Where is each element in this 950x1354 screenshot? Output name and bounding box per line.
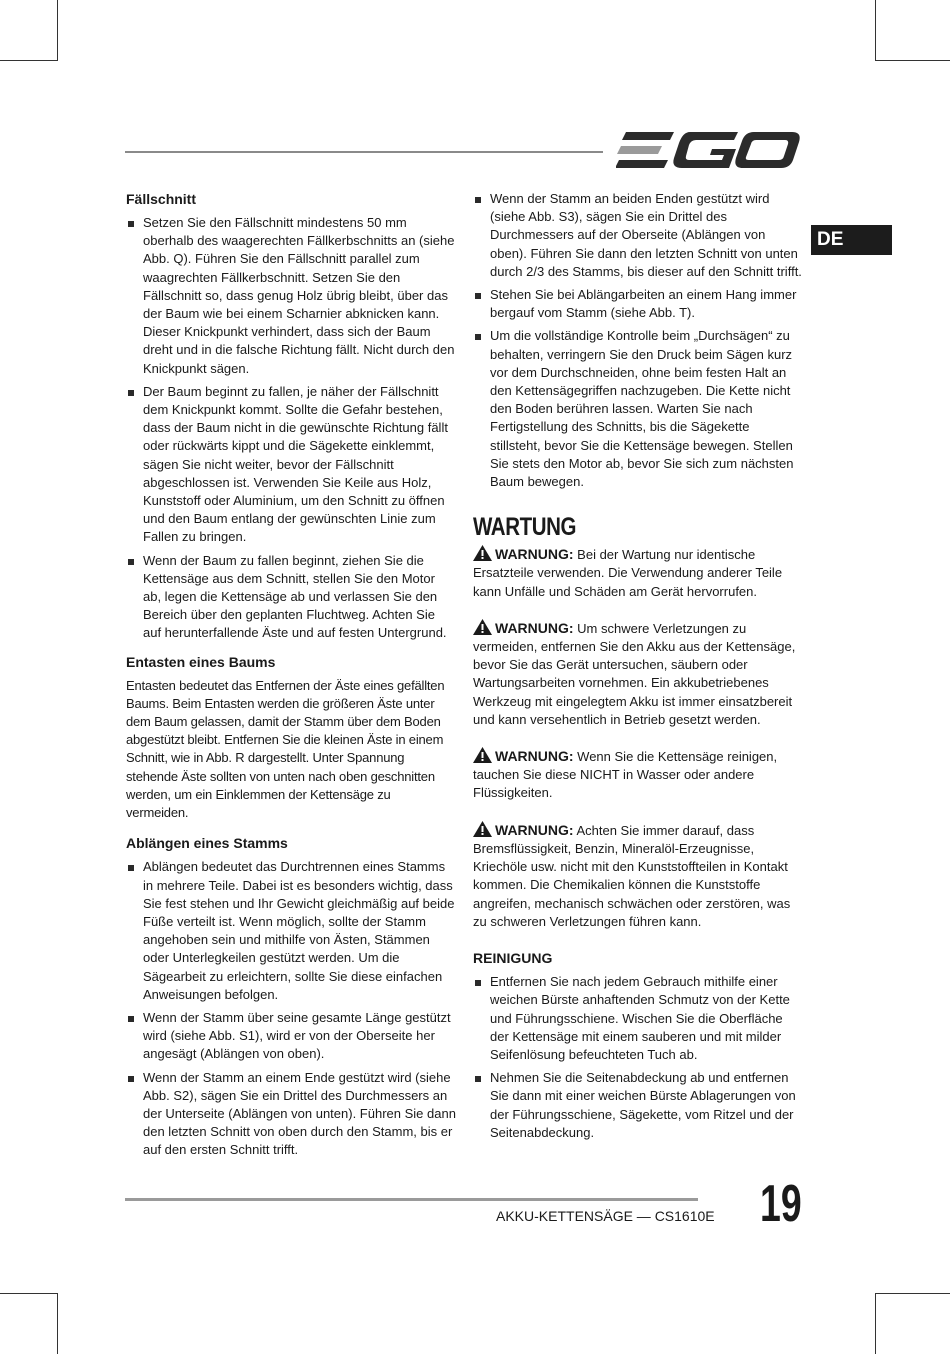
bucking-list-continued [473,190,803,491]
ego-logo [616,128,800,172]
crop-mark [57,0,58,61]
maintenance-heading: WARTUNG [473,513,577,542]
list-item: Wenn der Baum zu fallen beginnt, ziehen Sie die Kettensäge aus dem Schnitt, stellen Sie den Motor ab, legen die Kettensäge ab und verlassen Sie den Bereich über den geplanten Fluchtweg. Achten Sie auf herunterfallende Äste und auf festen Untergrund. [126,552,456,643]
warning-triangle-icon [473,821,492,837]
warning-block [473,747,803,803]
list-item: Wenn der Stamm über seine gesamte Länge gestützt wird (siehe Abb. S1), wird er von der Oberseite her angesägt (Ablängen von oben). [126,1009,456,1064]
bucking-list [126,858,456,1159]
warning-triangle-icon [473,619,492,635]
crop-mark [875,1293,950,1294]
list-item: Ablängen bedeutet das Durchtrennen eines Stamms in mehrere Teile. Dabei ist es besonders wichtig, dass Sie fest stehen und Ihr Gewicht gleichmäßig auf beide Füße verteilt ist. Wenn möglich, sollte der Stamm angehoben sein und mithilfe von Ästen, Stämmen oder Unterlegkeilen gestützt werden. Um die Sägearbeit zu erleichtern, sollte Sie diese einfachen Anweisungen befolgen. [126,858,456,1004]
left-column [126,190,456,1165]
cleaning-heading: REINIGUNG [473,949,553,966]
warning-label: WARNUNG: [495,821,574,838]
warning-block [473,545,803,601]
footer-product: AKKU-KETTENSÄGE — CS1610E [496,1208,715,1224]
crop-mark [57,1293,58,1354]
crop-mark [0,1293,58,1294]
right-column [473,190,803,1147]
warning-label: WARNUNG: [495,748,574,765]
warning-label: WARNUNG: [495,619,574,636]
page-number: 19 [760,1175,802,1233]
warning-block [473,619,803,729]
warning-block [473,821,803,931]
header-rule [125,151,603,153]
warning-text: Um schwere Verletzungen zu vermeiden, entfernen Sie den Akku aus der Kettensäge, bevor Sie das Gerät untersuchen, säubern oder Wartungsarbeiten vornehmen. Ein akkubetriebenes Werkzeug mit eingelegtem Akku ist immer einsatzbereit und kann versehentlich in Betrieb gesetzt werden. [473,620,796,727]
limbing-text: Entasten bedeutet das Entfernen der Äste eines gefällten Baums. Beim Entasten werden die größeren Äste unter dem Baum gelassen, damit der Stamm über dem Boden abgestützt bleibt. Entfernen Sie die kleinen Äste in einem Schnitt, wie in Abb. R dargestellt. Unter Spannung stehende Äste sollten von unten nach oben geschnitten werden, um ein Einklemmen der Kettensäge zu vermeiden. [126,677,445,821]
list-item: Wenn der Stamm an beiden Enden gestützt wird (siehe Abb. S3), sägen Sie ein Drittel des Durchmessers auf der Oberseite (Ablängen von oben). Führen Sie dann den letzten Schnitt von unten durch 2/3 des Stamms, bis dieser auf den Schnitt trifft. [473,190,803,281]
warning-text: Wenn Sie die Kettensäge reinigen, tauchen Sie diese NICHT in Wasser oder andere Flüssigkeiten. [473,749,778,801]
warning-text: Achten Sie immer darauf, dass Bremsflüssigkeit, Benzin, Mineralöl-Erzeugnisse, Kriechöle usw. nicht mit den Kunststoffteilen in Kontakt kommen. Die Chemikalien können die Kunststoffe angreifen, mechanisch schwächen oder zerstören, was zu schweren Verletzungen führen kann. [473,822,791,929]
crop-mark [875,0,876,61]
felling-cut-list [126,214,456,643]
crop-mark [0,60,58,61]
limbing-heading: Entasten eines Baums [126,653,276,670]
list-item: Nehmen Sie die Seitenabdeckung ab und entfernen Sie dann mit einer weichen Bürste Ablagerungen von der Führungsschiene, Sägekette, vom Ritzel und der Seitenabdeckung. [473,1069,803,1142]
cleaning-list [473,973,803,1142]
warning-text: Bei der Wartung nur identische Ersatzteile verwenden. Die Verwendung anderer Teile kann Unfälle und Schäden am Gerät hervorrufen. [473,547,783,599]
warning-triangle-icon [473,545,492,561]
list-item: Entfernen Sie nach jedem Gebrauch mithilfe einer weichen Bürste anhaftenden Schmutz von der Kette und Führungsschiene. Wischen Sie die Oberfläche der Kettensäge mit einem sauberen und mit milder Seifenlösung befeuchteten Tuch ab. [473,973,803,1064]
footer-rule [125,1198,698,1201]
felling-cut-heading: Fällschnitt [126,191,197,207]
warning-label: WARNUNG: [495,546,574,563]
crop-mark [875,1293,876,1354]
list-item: Setzen Sie den Fällschnitt mindestens 50 mm oberhalb des waagerechten Fällkerbschnitts an (siehe Abb. Q). Führen Sie den Fällschnitt parallel zum waagrechten Fällkerbschnitt. Setzen Sie den Fällschnitt so, dass genug Holz übrig bleibt, über das der Baum wie bei einem Scharnier abknicken kann. Dieser Knickpunkt verhindert, dass sich der Baum dreht und in die falsche Richtung fällt. Nicht durch den Knickpunkt sägen. [126,214,456,378]
list-item: Stehen Sie bei Ablängarbeiten an einem Hang immer bergauf vom Stamm (siehe Abb. T). [473,286,803,322]
list-item: Der Baum beginnt zu fallen, je näher der Fällschnitt dem Knickpunkt kommt. Sollte die Gefahr bestehen, dass der Baum nicht in die gewünschte Richtung fällt oder rückwärts kippt und die Sägekette einklemmt, sägen Sie nicht weiter, bevor der Fällschnitt abgeschlossen ist. Verwenden Sie Keile aus Holz, Kunststoff oder Aluminium, um den Schnitt zu öffnen und den Baum entlang der gewünschten Linie zum Fallen zu bringen. [126,383,456,547]
list-item: Wenn der Stamm an einem Ende gestützt wird (siehe Abb. S2), sägen Sie ein Drittel des Durchmessers an der Unterseite (Ablängen von unten). Führen Sie dann den letzten Schnitt von oben durch den Stamm, bis er auf den ersten Schnitt trifft. [126,1069,456,1160]
list-item: Um die vollständige Kontrolle beim „Durchsägen“ zu behalten, verringern Sie den Druck beim Sägen kurz vor dem Durchschneiden, ohne beim festen Halt an den Kettensägegriffen nachzugeben. Die Kette nicht den Boden berühren lassen. Warten Sie nach Fertigstellung des Schnitts, bis die Sägekette stillsteht, bevor Sie die Kettensäge bewegen. Stellen Sie stets den Motor ab, bevor Sie sich zum nächsten Baum bewegen. [473,327,803,491]
warning-triangle-icon [473,747,492,763]
crop-mark [875,60,950,61]
bucking-heading: Ablängen eines Stamms [126,835,288,852]
language-tab: DE [811,225,892,255]
